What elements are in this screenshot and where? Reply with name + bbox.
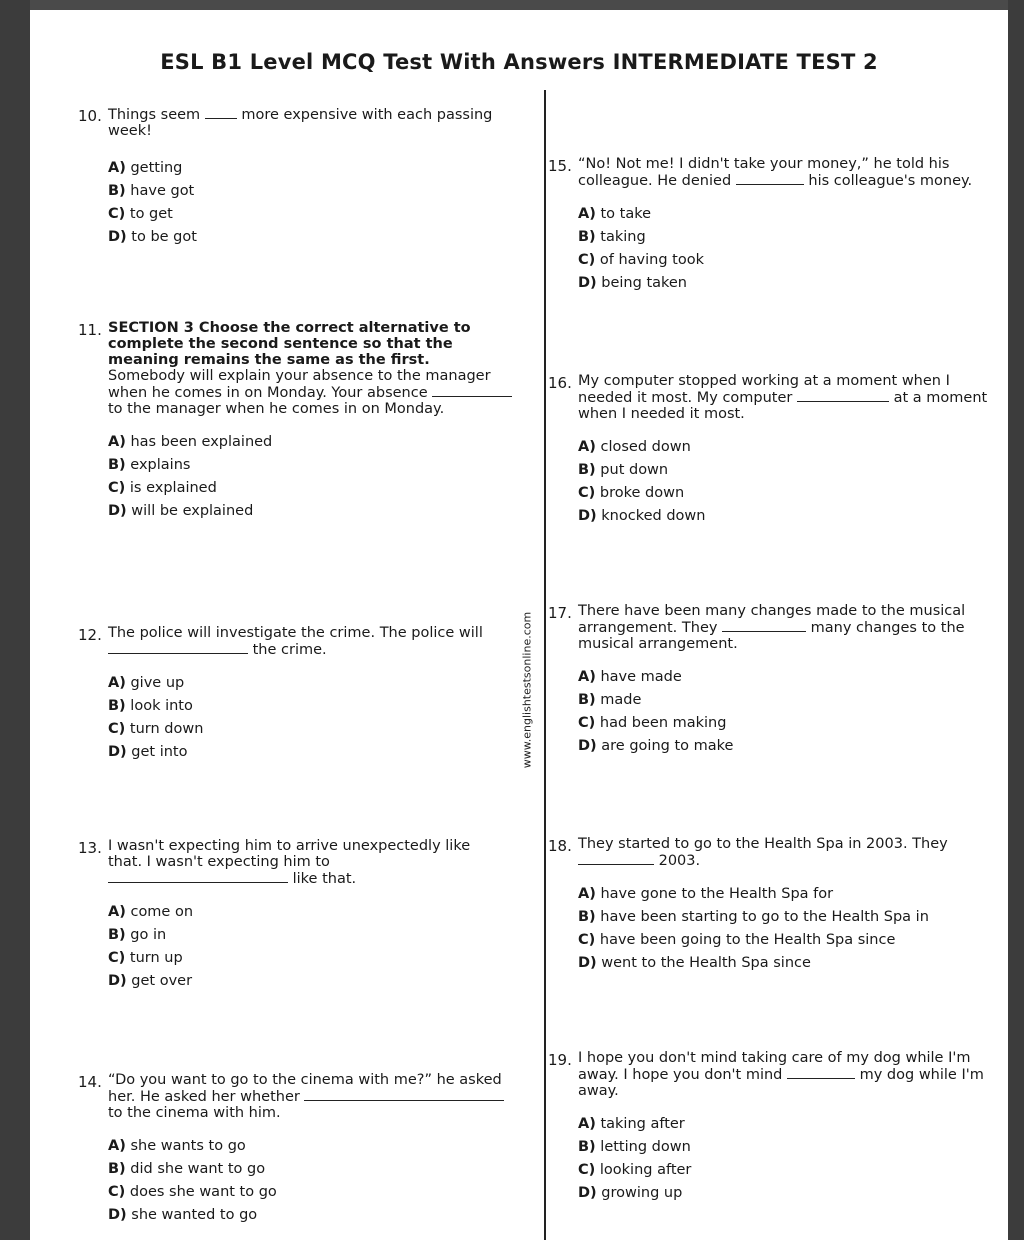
question-stem: The police will investigate the crime. The police will the crime. (108, 625, 483, 658)
answer-blank[interactable] (304, 1088, 504, 1101)
question-14 (78, 1072, 508, 1227)
option-a[interactable]: A) have made (578, 669, 682, 685)
answer-blank[interactable] (736, 172, 804, 185)
answer-blank[interactable] (722, 619, 806, 632)
option-d[interactable]: D) being taken (578, 275, 687, 291)
option-c[interactable]: C) looking after (578, 1162, 692, 1178)
question-15 (548, 156, 988, 295)
answer-blank[interactable] (108, 870, 288, 883)
option-a[interactable]: A) closed down (578, 439, 691, 455)
option-b[interactable]: B) letting down (578, 1139, 691, 1155)
option-c[interactable]: C) broke down (578, 485, 685, 501)
option-b[interactable]: B) taking (578, 229, 646, 245)
option-b[interactable]: B) did she want to go (108, 1161, 266, 1177)
option-d[interactable]: D) are going to make (578, 738, 734, 754)
option-d[interactable]: D) she wanted to go (108, 1207, 258, 1223)
options-list (108, 1135, 508, 1227)
question-stem: There have been many changes made to the musical arrangement. They many changes to the musical arrangement. (578, 603, 966, 652)
options-list (108, 157, 508, 249)
option-c[interactable]: C) turn up (108, 950, 183, 966)
options-list (578, 436, 988, 528)
question-number: 13. (78, 839, 102, 857)
option-a[interactable]: A) have gone to the Health Spa for (578, 886, 834, 902)
answer-blank[interactable] (108, 641, 248, 654)
options-list (578, 1113, 988, 1205)
question-stem: “Do you want to go to the cinema with me?” he asked her. He asked her whether to the cinema with him. (108, 1072, 508, 1121)
answer-blank[interactable] (205, 106, 237, 119)
question-11 (78, 320, 518, 523)
option-a[interactable]: A) come on (108, 904, 194, 920)
option-d[interactable]: D) knocked down (578, 508, 706, 524)
option-c[interactable]: C) have been going to the Health Spa since (578, 932, 896, 948)
option-b[interactable]: B) look into (108, 698, 193, 714)
option-a[interactable]: A) to take (578, 206, 652, 222)
question-number: 11. (78, 321, 102, 339)
question-stem: I hope you don't mind taking care of my dog while I'm away. I hope you don't mind my dog while I'm away. (578, 1050, 984, 1099)
option-b[interactable]: B) have got (108, 183, 195, 199)
option-d[interactable]: D) growing up (578, 1185, 683, 1201)
options-list (578, 666, 993, 758)
question-stem: I wasn't expecting him to arrive unexpectedly like that. I wasn't expecting him to like that. (108, 838, 471, 887)
question-17 (548, 603, 993, 758)
question-number: 12. (78, 626, 102, 644)
question-number: 16. (548, 374, 572, 392)
answer-blank[interactable] (578, 852, 654, 865)
options-list (108, 431, 518, 523)
question-stem: Things seem more expensive with each passing week! (108, 107, 493, 139)
option-a[interactable]: A) she wants to go (108, 1138, 246, 1154)
question-10 (78, 106, 508, 249)
option-a[interactable]: A) getting (108, 160, 183, 176)
right-border (1008, 0, 1024, 1240)
option-d[interactable]: D) get over (108, 973, 193, 989)
option-a[interactable]: A) taking after (578, 1116, 685, 1132)
option-b[interactable]: B) made (578, 692, 642, 708)
question-number: 19. (548, 1051, 572, 1069)
option-b[interactable]: B) go in (108, 927, 167, 943)
options-list (108, 901, 508, 993)
question-stem: SECTION 3 Choose the correct alternative to complete the second sentence so that the meaning remains the same as the first. Somebody will explain your absence to the manager when he comes in on Monday. Your absence to the manager when he comes in on Monday. (108, 320, 518, 417)
question-stem: “No! Not me! I didn't take your money,” he told his colleague. He denied his colleague's money. (578, 156, 973, 189)
options-list (108, 672, 508, 764)
option-c[interactable]: C) had been making (578, 715, 727, 731)
question-13 (78, 838, 508, 993)
worksheet-page (30, 10, 1008, 1240)
option-d[interactable]: D) to be got (108, 229, 197, 245)
option-b[interactable]: B) put down (578, 462, 669, 478)
question-number: 17. (548, 604, 572, 622)
question-number: 10. (78, 107, 102, 125)
question-number: 14. (78, 1073, 102, 1091)
answer-blank[interactable] (432, 384, 512, 397)
option-c[interactable]: C) to get (108, 206, 173, 222)
question-stem: They started to go to the Health Spa in 2003. They 2003. (578, 836, 948, 869)
option-a[interactable]: A) has been explained (108, 434, 273, 450)
option-c[interactable]: C) turn down (108, 721, 204, 737)
question-number: 15. (548, 157, 572, 175)
column-divider (544, 90, 546, 1240)
question-16 (548, 373, 988, 528)
answer-blank[interactable] (797, 389, 889, 402)
page-title: ESL B1 Level MCQ Test With Answers INTERMEDIATE TEST 2 (160, 50, 878, 74)
top-border (0, 0, 1024, 10)
watermark: www.englishtestsonline.com (520, 611, 534, 769)
option-c[interactable]: C) does she want to go (108, 1184, 277, 1200)
question-19 (548, 1050, 988, 1205)
option-b[interactable]: B) explains (108, 457, 191, 473)
options-list (578, 883, 988, 975)
section-instruction: SECTION 3 Choose the correct alternative to complete the second sentence so that the meaning remains the same as the first. (108, 320, 471, 368)
question-number: 18. (548, 837, 572, 855)
options-list (578, 203, 988, 295)
option-d[interactable]: D) get into (108, 744, 188, 760)
option-d[interactable]: D) will be explained (108, 503, 254, 519)
option-d[interactable]: D) went to the Health Spa since (578, 955, 811, 971)
option-c[interactable]: C) of having took (578, 252, 704, 268)
question-stem: My computer stopped working at a moment when I needed it most. My computer at a moment when I needed it most. (578, 373, 988, 422)
option-c[interactable]: C) is explained (108, 480, 217, 496)
option-b[interactable]: B) have been starting to go to the Health Spa in (578, 909, 929, 925)
question-12 (78, 625, 508, 764)
question-18 (548, 836, 988, 975)
answer-blank[interactable] (787, 1066, 855, 1079)
left-border (0, 0, 30, 1240)
option-a[interactable]: A) give up (108, 675, 185, 691)
